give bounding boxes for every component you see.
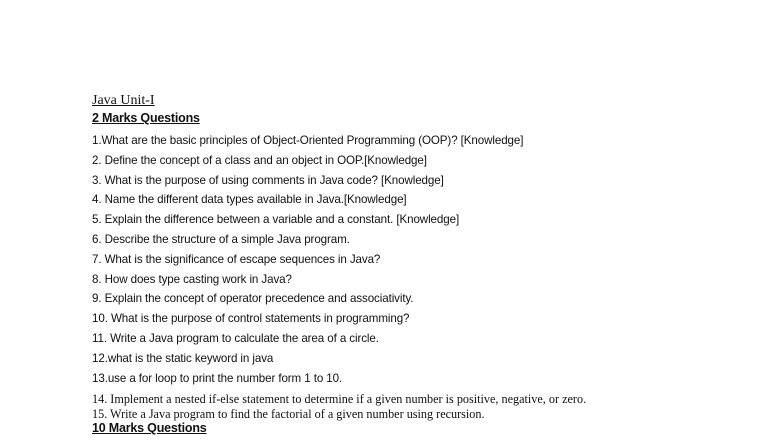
question-13: 13.use a for loop to print the number form 1 to 10.: [92, 371, 343, 385]
section-heading-2-marks: 2 Marks Questions: [92, 111, 200, 125]
section-heading-10-marks: 10 Marks Questions: [92, 421, 207, 435]
question-1: 1.What are the basic principles of Object-Oriented Programming (OOP)? [Knowledge]: [92, 134, 524, 147]
question-list: [92, 131, 586, 421]
question-6: 6. Describe the structure of a simple Java program.: [92, 232, 350, 246]
question-3: 3. What is the purpose of using comments in Java code? [Knowledge]: [92, 173, 444, 187]
question-15: 15. Write a Java program to find the factorial of a given number using recursion.: [92, 406, 485, 421]
question-11: 11. Write a Java program to calculate the area of a circle.: [92, 331, 379, 345]
question-4: 4. Name the different data types available in Java.[Knowledge]: [92, 193, 407, 207]
question-12: 12.what is the static keyword in java: [92, 351, 274, 365]
question-8: 8. How does type casting work in Java?: [92, 272, 292, 286]
document-title: Java Unit-I: [92, 93, 155, 108]
question-5: 5. Explain the difference between a variable and a constant. [Knowledge]: [92, 213, 460, 227]
question-7: 7. What is the significance of escape sequences in Java?: [92, 252, 381, 266]
question-10: 10. What is the purpose of control statements in programming?: [92, 312, 410, 326]
question-2: 2. Define the concept of a class and an object in OOP.[Knowledge]: [92, 153, 427, 167]
question-14: 14. Implement a nested if-else statement to determine if a given number is positive, negative, or zero.: [92, 392, 587, 407]
question-9: 9. Explain the concept of operator precedence and associativity.: [92, 292, 414, 306]
